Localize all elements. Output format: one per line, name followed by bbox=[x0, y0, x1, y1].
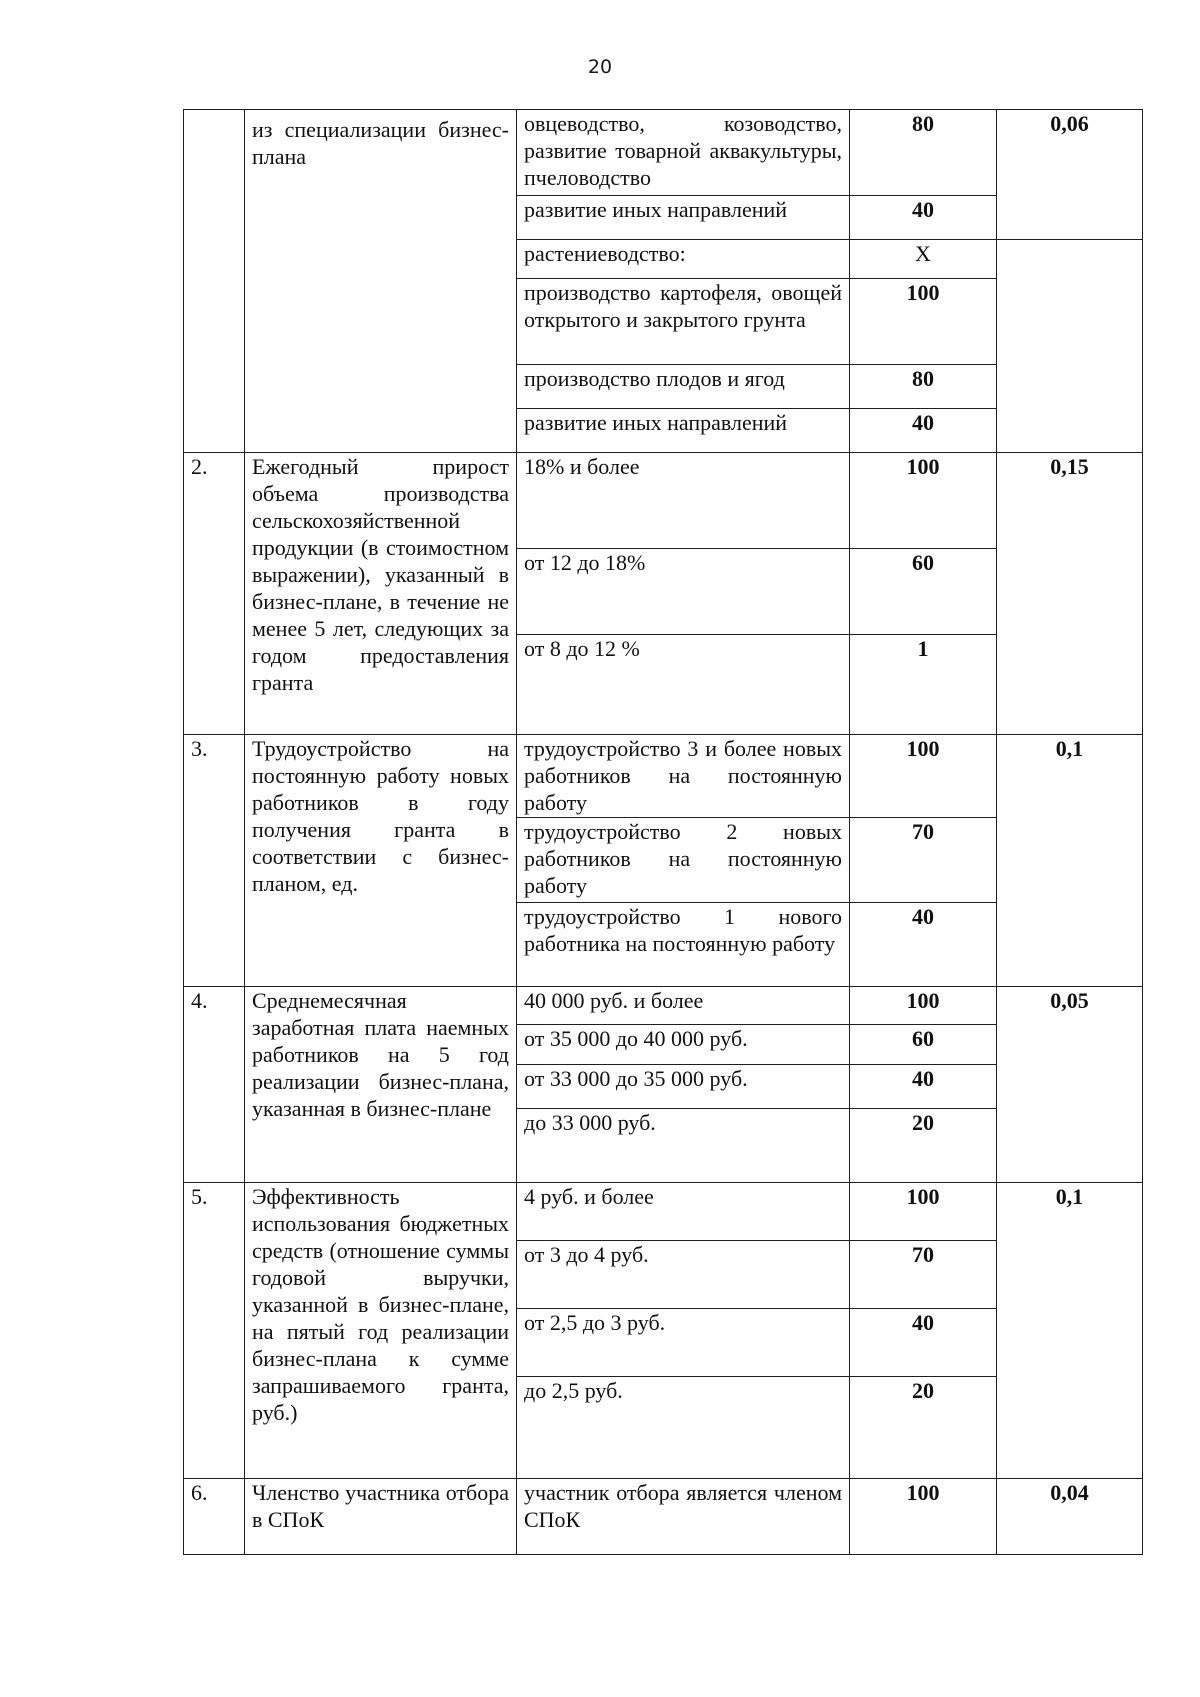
points-cell: Х bbox=[850, 240, 997, 279]
points-cell: 40 bbox=[850, 196, 997, 240]
option-cell: от 8 до 12 % bbox=[517, 635, 850, 735]
weight-cell: 0,04 bbox=[997, 1479, 1143, 1555]
option-cell: от 2,5 до 3 руб. bbox=[517, 1309, 850, 1377]
option-cell: 4 руб. и более bbox=[517, 1183, 850, 1241]
row-number: 3. bbox=[184, 735, 245, 987]
option-cell: от 35 000 до 40 000 руб. bbox=[517, 1025, 850, 1065]
option-cell: от 12 до 18% bbox=[517, 549, 850, 635]
points-cell: 40 bbox=[850, 903, 997, 987]
scoring-criteria-table bbox=[183, 109, 1143, 1555]
points-cell: 20 bbox=[850, 1109, 997, 1183]
points-cell: 100 bbox=[850, 1183, 997, 1241]
criterion-cell: Трудоустройство на постоянную работу новых работников в году получения гранта в соответствии с бизнес-планом, ед. bbox=[245, 735, 517, 987]
points-cell: 100 bbox=[850, 453, 997, 549]
option-cell: от 33 000 до 35 000 руб. bbox=[517, 1065, 850, 1109]
points-cell: 40 bbox=[850, 1065, 997, 1109]
points-cell: 100 bbox=[850, 279, 997, 365]
table-row bbox=[184, 1183, 1143, 1241]
row-number: 2. bbox=[184, 453, 245, 735]
points-cell: 40 bbox=[850, 409, 997, 453]
points-cell: 100 bbox=[850, 735, 997, 818]
criterion-cell: из специализации бизнес-плана bbox=[245, 110, 517, 453]
page-number: 20 bbox=[587, 56, 613, 78]
option-cell: производство картофеля, овощей открытого и закрытого грунта bbox=[517, 279, 850, 365]
points-cell: 100 bbox=[850, 1479, 997, 1555]
points-cell: 60 bbox=[850, 549, 997, 635]
points-cell: 80 bbox=[850, 365, 997, 409]
option-cell: 40 000 руб. и более bbox=[517, 987, 850, 1025]
table-row bbox=[184, 987, 1143, 1025]
option-cell: развитие иных направлений bbox=[517, 196, 850, 240]
row-number: 5. bbox=[184, 1183, 245, 1479]
option-cell: трудоустройство 3 и более новых работников на постоянную работу bbox=[517, 735, 850, 818]
points-cell: 20 bbox=[850, 1377, 997, 1479]
option-cell: овцеводство, козоводство, развитие товарной аквакультуры, пчеловодство bbox=[517, 110, 850, 196]
table-row bbox=[184, 735, 1143, 818]
row-number: 6. bbox=[184, 1479, 245, 1555]
criterion-cell: Членство участника отбора в СПоК bbox=[245, 1479, 517, 1555]
criterion-cell: Ежегодный прирост объема производства сельскохозяйственной продукции (в стоимостном выражении), указанный в бизнес-плане, в течение не менее 5 лет, следующих за годом предоставления гранта bbox=[245, 453, 517, 735]
points-cell: 70 bbox=[850, 818, 997, 903]
table-row bbox=[184, 110, 1143, 196]
weight-cell: 0,05 bbox=[997, 987, 1143, 1183]
points-cell: 100 bbox=[850, 987, 997, 1025]
row-number bbox=[184, 110, 245, 453]
option-cell: производство плодов и ягод bbox=[517, 365, 850, 409]
points-cell: 1 bbox=[850, 635, 997, 735]
points-cell: 40 bbox=[850, 1309, 997, 1377]
table-row bbox=[184, 1479, 1143, 1555]
weight-cell: 0,15 bbox=[997, 453, 1143, 735]
option-cell: растениеводство: bbox=[517, 240, 850, 279]
points-cell: 80 bbox=[850, 110, 997, 196]
option-cell: трудоустройство 1 нового работника на постоянную работу bbox=[517, 903, 850, 987]
option-cell: развитие иных направлений bbox=[517, 409, 850, 453]
points-cell: 70 bbox=[850, 1241, 997, 1309]
points-cell: 60 bbox=[850, 1025, 997, 1065]
weight-cell-empty bbox=[997, 240, 1143, 453]
option-cell: трудоустройство 2 новых работников на постоянную работу bbox=[517, 818, 850, 903]
weight-cell: 0,06 bbox=[997, 110, 1143, 240]
criterion-cell: Среднемесячная заработная плата наемных работников на 5 год реализации бизнес-плана, указанная в бизнес-плане bbox=[245, 987, 517, 1183]
weight-cell: 0,1 bbox=[997, 1183, 1143, 1479]
table-row bbox=[184, 453, 1143, 549]
option-cell: до 2,5 руб. bbox=[517, 1377, 850, 1479]
option-cell: 18% и более bbox=[517, 453, 850, 549]
row-number: 4. bbox=[184, 987, 245, 1183]
option-cell: участник отбора является членом СПоК bbox=[517, 1479, 850, 1555]
option-cell: от 3 до 4 руб. bbox=[517, 1241, 850, 1309]
option-cell: до 33 000 руб. bbox=[517, 1109, 850, 1183]
weight-cell: 0,1 bbox=[997, 735, 1143, 987]
criterion-cell: Эффективность использования бюджетных средств (отношение суммы годовой выручки, указанной в бизнес-плане, на пятый год реализации бизнес-плана к сумме запрашиваемого гранта, руб.) bbox=[245, 1183, 517, 1479]
